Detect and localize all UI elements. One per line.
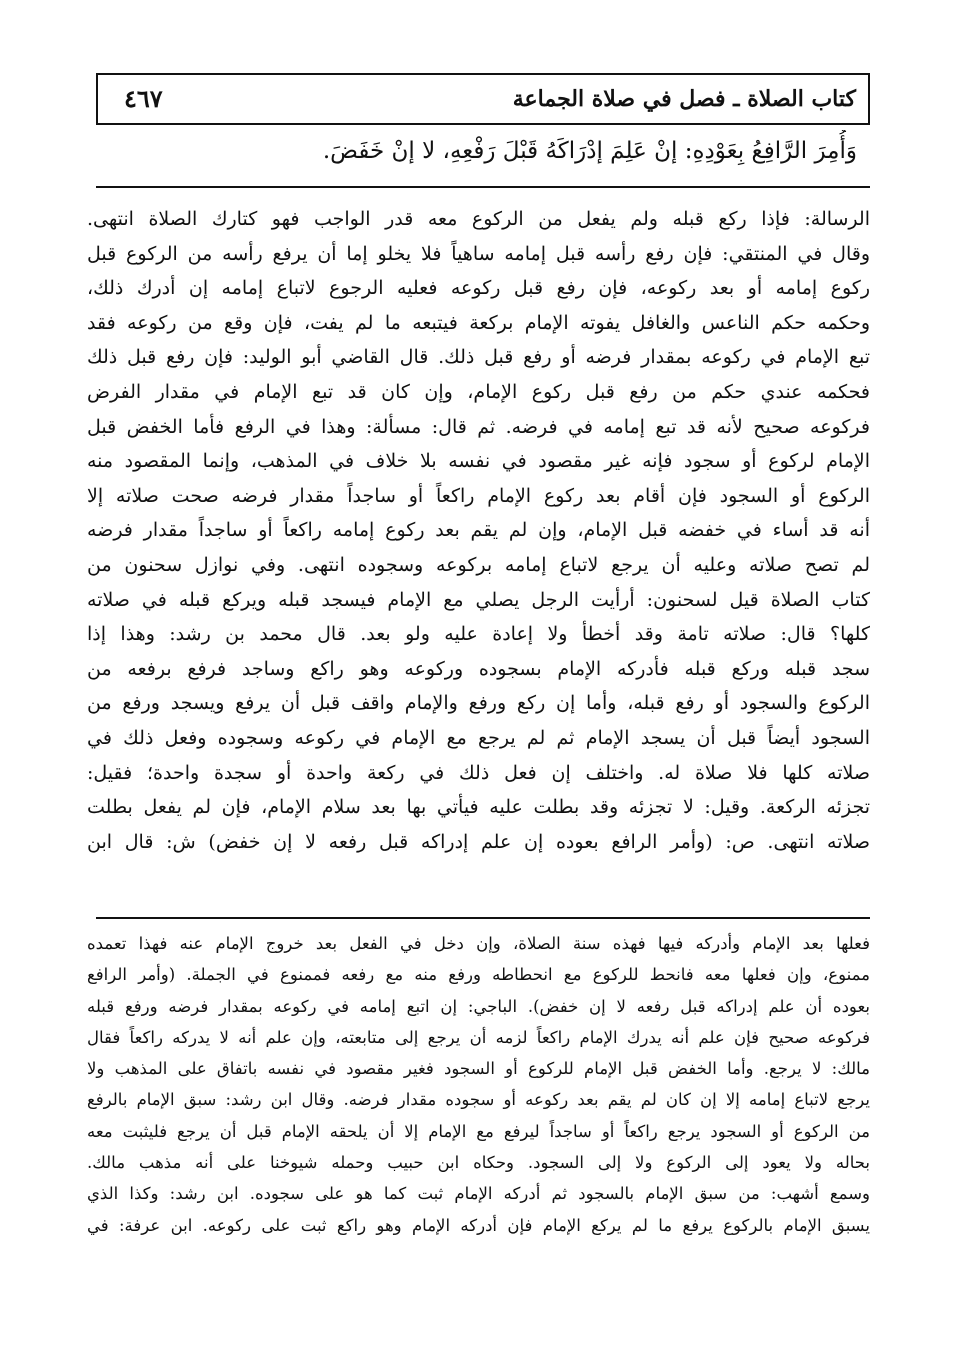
footnote-line: ممنوع، وإن فعلها معه فانحط للركوع مع انحطاطه ورفع منه مع رفعه فممنوع في الجملة. (وأمر الرافع xyxy=(87,965,870,985)
commentary-line: كلها؟ قال: صلاته تامة وقد أخطأ ولا إعادة عليه ولو بعد. قال محمد بن رشد: وهذا إذا xyxy=(87,623,870,646)
commentary-line: الركوع أو السجود فإن أقام بعد ركوع الإمام راكعاً أو ساجداً مقدار فرضه صحت صلاته إلا xyxy=(87,484,870,507)
header-title: كتاب الصلاة ـ فصل في صلاة الجماعة xyxy=(512,86,856,112)
footnote-line: يسبق الإمام بالركوع يرفع ما لم يركع الإمام فإن أدركه الإمام وهو راكع ثبت على ركوعه. ابن عرفة: في xyxy=(87,1215,870,1235)
running-header xyxy=(96,73,870,125)
commentary-line: وقال في المنتقي: فإن رفع رأسه قبل إمامه ساهياً فلا يخلو إما أن يرفع رأسه من الركوع قبل xyxy=(87,242,870,265)
commentary-line: السجود أيضاً قبل أن يسجد الإمام ثم لم يرجع مع الإمام في ركوعه وسجوده وفعل ذلك في xyxy=(87,726,870,749)
footnote-line: من الركوع أو السجود يرجع راكعاً أو ساجداً ليرفع مع الإمام إلا أن يلحقه الإمام قبل أن يرجع فليثبت معه xyxy=(87,1121,870,1141)
commentary-body xyxy=(87,202,870,859)
divider-footnote xyxy=(96,917,870,919)
commentary-line: لم تصح صلاته وعليه أن يرجع لاتباع إمامه بركوعه وسجوده انتهى. وفي نوازل سحنون من xyxy=(87,553,870,576)
commentary-line: الركوع والسجود أو رفع قبله، وأما إن ركع ورفع والإمام واقف قبل أن يرفع ويسجد ورفع من xyxy=(87,692,870,715)
footnote-line: بحاله ولا يعود إلى الركوع ولا إلى السجود. وحكاه ابن حبيب وحمله شيوخنا على أنه مذهب مالك. xyxy=(87,1153,870,1173)
commentary-line: صلاته انتهى. ص: (وأمر الرافع بعوده إن علم إدراكه قبل رفعه لا إن خفض) ش: قال ابن xyxy=(87,830,870,853)
commentary-line: فركوعه صحيح لأنه قد تبع إمامه في فرضه. ثم قال: مسألة: وهذا في الرفع فأما الخفض قبل xyxy=(87,415,870,438)
commentary-line: سجد قبله وركع قبله فأدركه الإمام بسجوده وركوعه وهو راكع وساجد فرفع برفعه من xyxy=(87,657,870,680)
commentary-line: صلاته كلها فلا صلاة له. واختلف إن فعل ذلك في ركعة واحدة أو سجدة واحدة؛ فقيل: xyxy=(87,761,870,784)
commentary-line: فحكمه عندي حكم من رفع قبل ركوع الإمام، وإن كان قد تبع الإمام في مقدار الفرض xyxy=(87,380,870,403)
divider-top xyxy=(96,186,870,188)
footnote-line: يرجع لاتباع إمامه إلا إن كان لم يقم بعد ركوعه أو سجوده مقدار فرضه. وقال ابن رشد: سبق الإمام بالرفع xyxy=(87,1090,870,1110)
commentary-line: أنه قد أساء في خفضه قبل الإمام، وإن لم يقم بعد ركوع إمامه راكعاً أو ساجداً مقدار فرضه xyxy=(87,519,870,542)
footnote-line: بعوده أن علم إدراكه قبل رفعه لا إن خفض). الباجي: إن اتبع إمامه في ركوعه بمقدار فرضه ورفع قبله xyxy=(87,996,870,1016)
footnote-body xyxy=(87,928,870,1241)
page-number: ٤٦٧ xyxy=(124,84,163,113)
commentary-line: تجزئه الركعة. وقيل: لا تجزئه وقد بطلت عليه فيأتي بها بعد سلام الإمام، فإن لم يفعل بطلت xyxy=(87,796,870,819)
commentary-line: ركوع إمامه أو بعد ركوعه، فإن رفع قبل ركوعه فعليه الرجوع لاتباع إمامه إن أدرك ذلك، xyxy=(87,277,870,300)
commentary-line: الإمام لركوع أو سجود فإنه غير مقصود في نفسه بلا خلاف في المذهب، وإنما المقصود منه xyxy=(87,450,870,473)
commentary-line: وحكمه حكم الناعس والغافل يفوته الإمام بركعة فيتبعه ما لم يفت، فإن وقع من ركوعه فقد xyxy=(87,311,870,334)
footnote-line: فركوعه صحيح فإن علم أنه يدرك الإمام راكعاً لزمه أن يرجع إلى متابعته، وإن علم أنه لا يدركه راكعاً فقال xyxy=(87,1027,870,1047)
commentary-line: كتاب الصلاة قيل لسحنون: أرأيت الرجل يصلي مع الإمام فيسجد قبله ويركع قبله في صلاته xyxy=(87,588,870,611)
footnote-line: وسمع أشهب: من سبق الإمام بالسجود ثم أدركه الإمام ثبت كما هو على سجوده. ابن رشد: وكذا الذي xyxy=(87,1184,870,1204)
commentary-line: تبع الإمام في ركوعه بمقدار فرضه أو رفع قبل ذلك. قال القاضي أبو الوليد: فإن رفع قبل ذلك xyxy=(87,346,870,369)
commentary-line: الرسالة: فإذا ركع قبله ولم يفعل من الركوع معه قدر الواجب فهو كتارك الصلاة انتهى. xyxy=(87,208,870,230)
footnote-line: مالك: لا يرجع. وأما الخفض قبل الإمام للركوع أو السجود فغير مقصود في نفسه باتفاق على المذهب ولا xyxy=(87,1059,870,1079)
matn-text: وَأُمِرَ الرَّافِعُ بِعَوْدِهِ: إنْ عَلِمَ إدْرَاكَهُ قَبْلَ رَفْعِهِ، لا إنْ خَفَضَ. xyxy=(322,138,857,164)
footnote-line: فعلها بعد الإمام وأدركه فيها فهذه سنة الصلاة، وإن دخل في الفعل بعد خروج الإمام عنه فهذا تعمده xyxy=(87,934,870,953)
